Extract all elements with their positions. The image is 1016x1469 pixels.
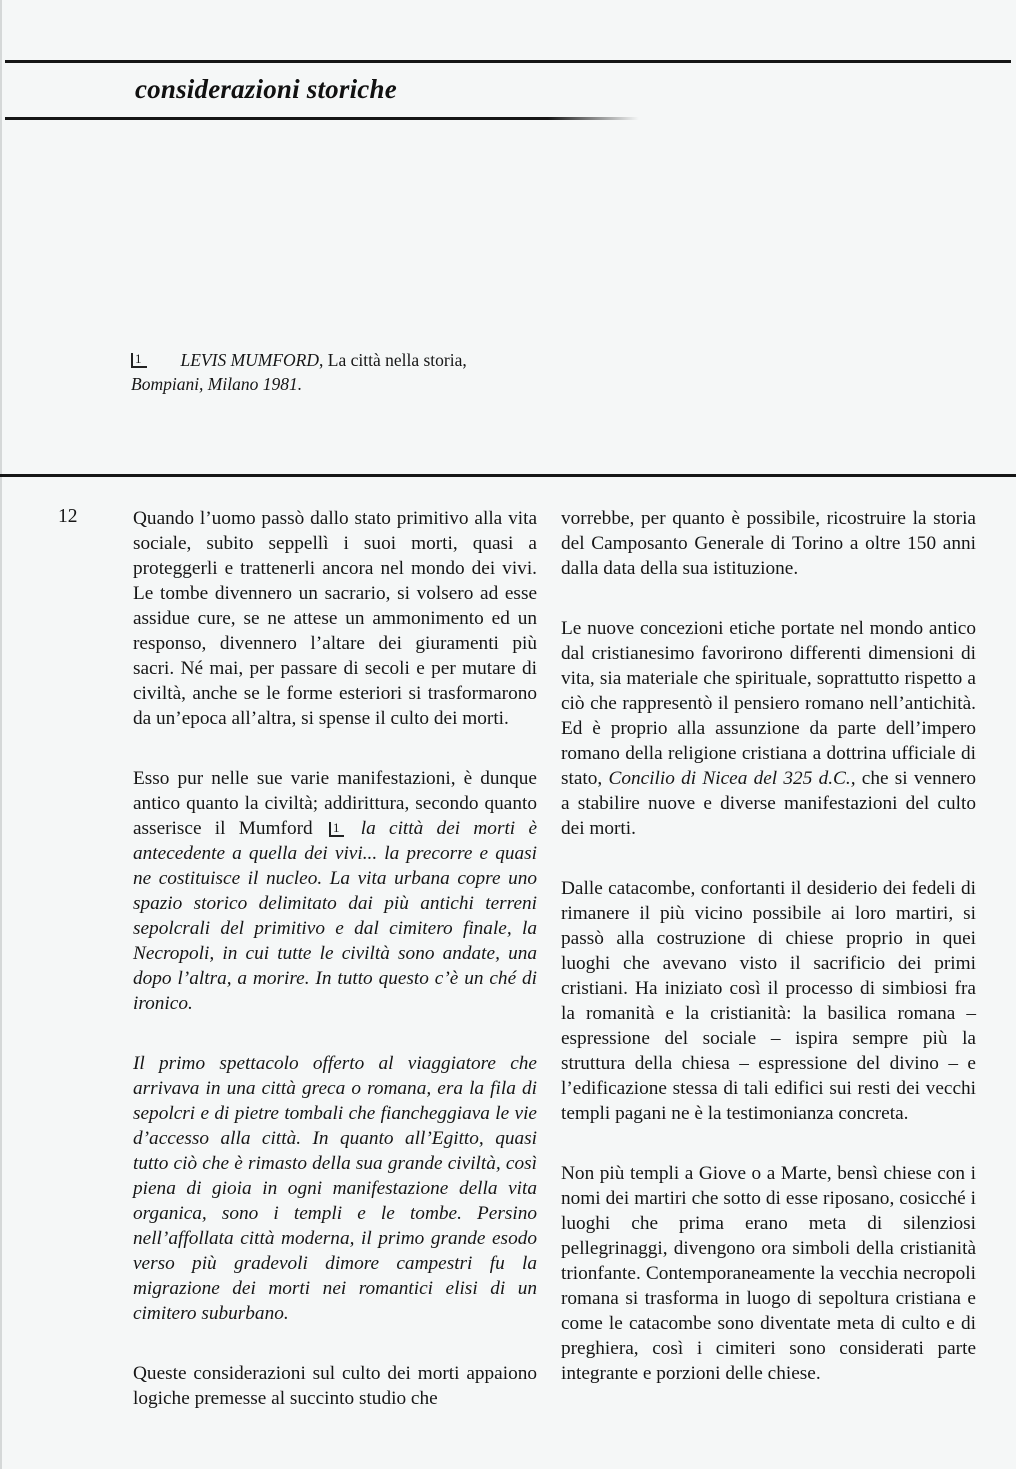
paragraph-italic-quote: la città dei morti è antecedente a quella dei vivi... la precorre e quasi ne costituisce il nucleo. La vita urbana copre uno spazio storico delimitato dai più antichi terreni sepolcrali del primitivo e dal cimitero finale, la Necropoli, in cui tutte le civiltà sono andate, una dopo l’altra, a morire. In tutto questo c’è un ché di ironico.: [133, 818, 537, 1014]
top-rule: [5, 60, 1011, 63]
paragraph-roman-part: Esso pur nelle sue varie manifestazioni, è dunque antico quanto la civiltà; addirittura, secondo quanto asserisce il Mumford: [133, 768, 537, 839]
section-title: considerazioni storiche: [135, 74, 397, 104]
footnote-marker: 1: [131, 353, 147, 368]
inline-footnote-marker: 1: [329, 822, 345, 837]
paragraph-roman-part: Le nuove concezioni etiche portate nel mondo antico dal cristianesimo favorirono differenti dimensioni di vita, sia materiale che spirituale, soprattutto rispetto a ciò che rappresentò il pensiero romano nell’antichità. Ed è proprio alla assunzione da parte dell’impero romano della religione cristiana a dottrina ufficiale di stato,: [561, 618, 976, 789]
body-text: [133, 506, 976, 1411]
paragraph: [133, 766, 537, 1016]
section-divider-rule: [0, 474, 1016, 477]
footnote: [131, 348, 571, 396]
paragraph-italic-citation: Concilio di Nicea del 325 d.C.,: [608, 768, 856, 789]
footnote-author: LEVIS MUMFORD: [180, 350, 320, 370]
right-column: [561, 506, 976, 1411]
paragraph: Queste considerazioni sul culto dei morti appaiono logiche premesse al succinto studio che: [133, 1363, 537, 1409]
paragraph: vorrebbe, per quanto è possibile, ricostruire la storia del Camposanto Generale di Torino a oltre 150 anni dalla data della sua istituzione.: [561, 508, 976, 579]
footnote-book-title: , La città nella storia,: [319, 350, 467, 370]
paragraph: Dalle catacombe, confortanti il desiderio dei fedeli di rimanere il più vicino possibile ai loro martiri, si passò alla costruzione di chiese proprio in quei luoghi che avevano visto il sacrificio dei primi cristiani. Ha iniziato così il processo di simbiosi fra la romanità e la cristianità: la basilica romana – espressione del sociale – ispira sempre più la struttura della chiesa – espressione del divino – e l’edificazione stessa di tali edifici sui resti dei vecchi templi pagani ne è la testimonianza concreta.: [561, 878, 976, 1124]
paragraph: Quando l’uomo passò dallo stato primitivo alla vita sociale, subito seppellì i suoi morti, quasi a proteggerli e trattenerli ancora nel mondo dei vivi. Le tombe divennero un sacrario, si volsero ad esse assidue cure, se ne attese un ammonimento ed un responso, divennero l’altare dei giuramenti più sacri. Né mai, per passare di secoli e per mutare di civiltà, anche se le forme esteriori si trasformarono da un’epoca all’altra, si spense il culto dei morti.: [133, 508, 537, 729]
paragraph: Non più templi a Giove o a Marte, bensì chiese con i nomi dei martiri che sotto di esse riposano, cosicché i luoghi che prima erano meta di silenziosi pellegrinaggi, divengono ora simboli della cristianità trionfante. Contemporaneamente la vecchia necropoli romana si trasforma in luogo di sepoltura cristiana e come le catacombe sono diventate meta di culto e di preghiera, così i cimiteri sono considerati parte integrante e porzioni delle chiese.: [561, 1163, 976, 1384]
footnote-line-2: Bompiani, Milano 1981.: [131, 374, 303, 394]
paragraph-roman-part: che si vennero a stabilire nuove e diverse manifestazioni del culto dei morti.: [561, 768, 976, 839]
page-number: 12: [58, 506, 78, 527]
left-column: [133, 506, 537, 1411]
title-underline-rule: [5, 117, 1011, 120]
paragraph: [561, 616, 976, 841]
footnote-line-1: [131, 348, 571, 372]
paragraph-italic-quote: Il primo spettacolo offerto al viaggiatore che arrivava in una città greca o romana, era la fila di sepolcri e di pietre tombali che fiancheggiava le vie d’accesso alla città. In quanto all’Egitto, quasi tutto ciò che è rimasto della sua grande civiltà, così piena di gioia in ogni manifestazione della vita organica, sono i templi e le tombe. Persino nell’affollata città moderna, il primo grande esodo verso più gradevoli dimore campestri fu la migrazione dei morti nei romantici elisi di un cimitero suburbano.: [133, 1053, 537, 1324]
